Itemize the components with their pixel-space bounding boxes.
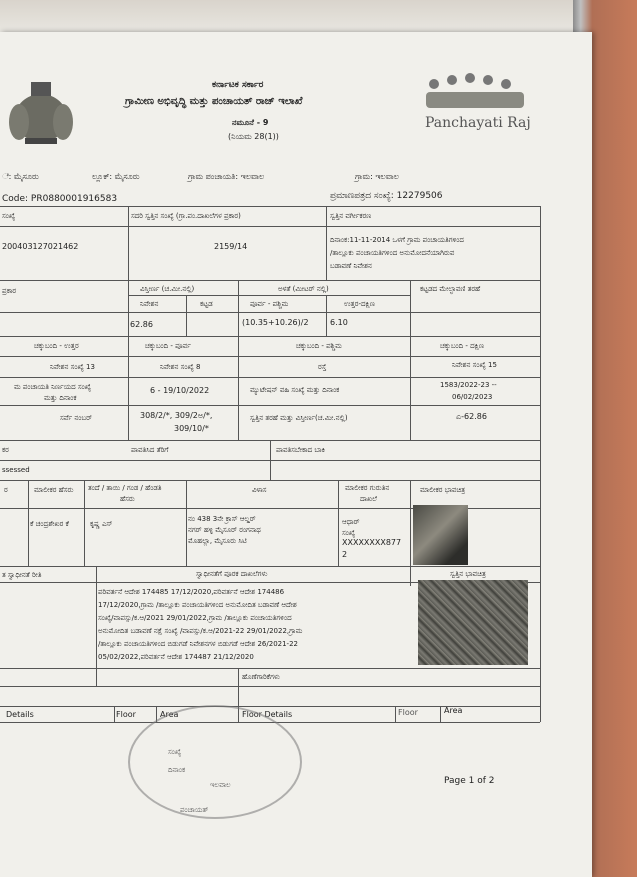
- survey-value-2: 309/10/*: [174, 424, 209, 433]
- official-stamp: [128, 705, 302, 819]
- owner-address-3: ಮೊಹಲ್ಲಾ, ಮೈಸೂರು ಸಿಟಿ: [188, 537, 247, 545]
- form-number: ನಮೂನೆ - 9: [232, 118, 269, 127]
- table-line: [0, 480, 540, 481]
- survey-label: ಸರ್ವೆ ನಂಬರ್: [60, 414, 93, 422]
- owner-id-header: ಮಾಲೀಕರ ಗುರುತಿನ: [345, 484, 390, 492]
- owner-id-4: 2: [342, 550, 348, 559]
- doc-line-1: ಪರಿವರ್ತನೆ ಆದೇಶ 174485 17/12/2020,ಪರಿವರ್ತನೆ ಆದೇಶ 174486: [98, 588, 285, 596]
- table-line: [128, 206, 129, 440]
- owner-address-1: ನಂ 438 3ನೇ ಕ್ರಾಸ್ ಆಲ್ಡರ್: [188, 515, 256, 523]
- boundary-north-value: ನಿವೇಶನ ಸಂಖ್ಯೆ 13: [50, 363, 95, 371]
- table-line: [114, 706, 115, 722]
- boundary-north-label: ಚಕ್ಕುಬಂದಿ - ಉತ್ತರ: [34, 342, 79, 350]
- doc-line-6: 05/02/2022,ಪರಿವರ್ತನೆ ಆದೇಶ 174487 21/12/2020: [98, 653, 254, 661]
- table-line: [0, 377, 540, 378]
- type-label: ಪ್ರಕಾರ: [2, 287, 17, 295]
- owner-id-header-2: ದಾಖಲೆ: [360, 495, 377, 503]
- boundary-south-label: ಚಕ್ಕುಬಂದಿ - ದಕ್ಷಿಣ: [440, 342, 485, 350]
- tax-label: ಕರ: [2, 446, 9, 454]
- table-line: [96, 566, 97, 686]
- owner-name-header: ಮಾಲೀಕರ ಹೆಸರು: [34, 486, 74, 494]
- stamp-date-text: ದಿನಾಂಕ: [168, 766, 186, 774]
- table-line: [0, 405, 540, 406]
- property-photo-label: ಸ್ವತ್ತಿನ ಭಾವಚಿತ್ರ: [450, 570, 486, 578]
- owner-photo: [413, 505, 468, 565]
- stamp-number-text: ಸಂಖ್ಯೆ: [168, 748, 182, 756]
- doc-line-5: /ತಾಲ್ಲೂಕು ಪಂಚಾಯತಿಗಳಿಂದ ಬಿಡುಗಡೆ ನಿವೇಶನಗಳ ಬಿಡುಗಡೆ ಆದೇಶ 26/2021-22: [98, 640, 298, 648]
- table-line: [326, 206, 327, 280]
- roof-type-label: ಕಟ್ಟಡದ ಮೇಲ್ಛಾವಣಿ ತರಹೆ: [420, 285, 481, 293]
- resolution-value: 6 - 19/10/2022: [150, 386, 210, 395]
- details-label: Details: [6, 710, 34, 719]
- table-line: [238, 280, 239, 336]
- table-line: [0, 226, 540, 227]
- table-line: [270, 440, 271, 480]
- mutation-label: ಮ್ಯುಟೇಷನ್ ವಹಿ ಸಂಖ್ಯೆ ಮತ್ತು ದಿನಾಂಕ: [250, 386, 340, 394]
- owner-address-header: ವಿಳಾಸ: [252, 486, 267, 494]
- owner-name: ಕೆ ಚಂದ್ರಶೇಖರ ಕೆ: [30, 520, 69, 528]
- boundary-west-label: ಚಕ್ಕುಬಂದಿ - ಪಶ್ಚಿಮ: [296, 342, 342, 350]
- east-west-value: (10.35+10.26)/2: [242, 318, 309, 327]
- table-line: [238, 336, 239, 440]
- table-line: [395, 706, 396, 722]
- gov-title: ಕರ್ನಾಟಕ ಸರ್ಕಾರ: [212, 80, 264, 90]
- owner-serial-header: ರ: [4, 486, 8, 494]
- panchayati-raj-logo-icon: [420, 72, 530, 114]
- table-line: [410, 480, 411, 586]
- owner-father-name: ಕೃಷ್ಣ ಎಸ್: [90, 520, 113, 528]
- tax-due-label: ಪಾವತಿಸಬೇಕಾದ ಬಾಕಿ: [276, 446, 325, 454]
- gram-panchayat: ಗ್ರಾಮ ಪಂಚಾಯತಿ: ಇಲವಾಲ: [188, 172, 265, 181]
- table-line: [0, 686, 540, 687]
- logo-text: Panchayati Raj: [425, 115, 531, 131]
- east-west-label: ಪೂರ್ವ - ಪಶ್ಚಿಮ: [250, 300, 289, 308]
- table-line: [338, 480, 339, 566]
- table-line: [440, 706, 441, 722]
- area-label-1: Area: [160, 710, 179, 719]
- floor-details-label: Floor Details: [242, 710, 293, 719]
- table-line: [410, 336, 411, 440]
- boundary-east-value: ನಿವೇಶನ ಸಂಖ್ಯೆ 8: [160, 363, 201, 371]
- table-line: [0, 356, 540, 357]
- classification-line1: ದಿನಾಂಕ:11-11-2014 ಒಳಗೆ ಗ್ರಾಮ ಪಂಚಾಯತಿಗಳಿಂದ: [330, 236, 464, 244]
- property-code: Code: PR0880001916583: [2, 194, 118, 204]
- scan-top-edge: [0, 0, 573, 32]
- tax-paid-label: ಪಾವತಿಸಿದ ತೆರಿಗೆ: [131, 446, 169, 454]
- table-line: [0, 336, 540, 337]
- page-number: Page 1 of 2: [444, 776, 495, 786]
- table-line: [186, 295, 187, 336]
- owner-id-1: ಆಧಾರ್: [342, 518, 360, 526]
- boundary-west-value: ರಸ್ತೆ: [318, 363, 327, 371]
- property-area-label: ಸ್ವತ್ತಿನ ತರಹೆ ಮತ್ತು ವಿಸ್ತೀರ್ಣ(ಚ.ಮೀ.ನಲ್ಲಿ): [250, 414, 348, 422]
- mutation-value-1: 1583/2022-23 --: [440, 381, 497, 389]
- owner-id-3: XXXXXXXX877: [342, 538, 402, 547]
- boundary-east-label: ಚಕ್ಕುಬಂದಿ - ಪೂರ್ವ: [145, 342, 191, 350]
- table-line: [28, 480, 29, 566]
- doc-line-4: ಅನುಮೋದಿತ ಬಡಾವಣೆ ನಕ್ಷೆ ಸಂಖ್ಯೆ /ವಾಪಸ್ಸು/ಕ.ಆ/2021-22 29/01/2022,ಗ್ರಾಮ: [98, 627, 303, 635]
- stamp-panchayat-text: ಪಂಚಾಯತ್: [180, 806, 209, 814]
- classification-line3: ಬಡಾವಣೆ ನಿವೇಶನ: [330, 262, 372, 270]
- doc-line-3: ಸಂಖ್ಯೆ/ವಾಪಸ್ಸು/ಕ.ಆ/2021 29/01/2022,ಗ್ರಾಮ /ತಾಲ್ಲೂಕು ಪಂಚಾಯತಿಗಳಿಂದ: [98, 614, 292, 622]
- survey-value-1: 308/2/*, 309/2ಅ/*,: [140, 411, 213, 420]
- table-line: [0, 668, 540, 669]
- certificate-number: ಪ್ರಮಾಣಪತ್ರದ ಸಂಖ್ಯೆ: 12279506: [330, 191, 443, 201]
- district: ೆ: ಮೈಸೂರು: [2, 172, 39, 181]
- floor-label-2: Floor: [398, 708, 418, 717]
- karnataka-emblem-icon: [5, 78, 77, 148]
- doc-line-2: 17/12/2020,ಗ್ರಾಮ /ತಾಲ್ಲೂಕು ಪಂಚಾಯತಿಗಳಿಂದ ಅನುಮೋದಿತ ಬಡಾವಣೆ ಆದೇಶ: [98, 601, 297, 609]
- property-id: 200403127021462: [2, 242, 79, 251]
- mutation-value-2: 06/02/2023: [452, 393, 493, 401]
- owner-relation-header: ತಂದೆ / ತಾಯಿ / ಗಂಡ / ಹೆಂಡತಿ: [88, 484, 162, 492]
- rule-number: (ನಿಯಮ 28(1)): [228, 132, 279, 141]
- table-line: [128, 295, 410, 296]
- north-south-value: 6.10: [330, 318, 348, 327]
- village: ಗ್ರಾಮ: ಇಲವಾಲ: [355, 172, 399, 181]
- owner-address-2: ನಗರ್ ಹಳ್ಳಿ ಮೈಸೂರ್ ರಂಗನಾಥ: [188, 526, 261, 534]
- table-line: [186, 480, 187, 566]
- area-label: ವಿಸ್ತೀರ್ಣ (ಚ.ಮೀ.ನಲ್ಲಿ): [140, 285, 195, 293]
- classification-label: ಸ್ವತ್ತಿನ ವರ್ಗೀಕರಣ: [330, 212, 372, 220]
- gp-property-number-label: ಸದರಿ ಸ್ವತ್ತಿನ ಸಂಖ್ಯೆ (ಗ್ರಾ.ಪಂ.ದಾಖಲೆಗಳ ಪ್ರಕಾರ): [131, 212, 241, 220]
- site-area: 62.86: [130, 320, 153, 329]
- classification-line2: /ತಾಲ್ಲೂಕು ಪಂಚಾಯತಿಗಳಿಂದ ಅನುಮೋದನೆಯಾಗಿರುವ: [330, 249, 455, 257]
- floor-label-1: Floor: [116, 710, 136, 719]
- dimensions-label: ಅಳತೆ (ಮೀಟರ್ ನಲ್ಲಿ): [278, 285, 329, 293]
- table-line: [0, 566, 540, 567]
- owner-id-2: ಸಂಖ್ಯೆ: [342, 529, 356, 537]
- stamp-village-text: ಇಲವಾಲ: [210, 781, 231, 789]
- taluk: ಲ್ಲೂಕ್: ಮೈಸೂರು: [92, 172, 140, 181]
- assessed-label: ssessed: [2, 466, 30, 474]
- building-label: ಕಟ್ಟಡ: [200, 300, 213, 308]
- site-label: ನಿವೇಶನ: [140, 300, 159, 308]
- table-line: [0, 312, 540, 313]
- dept-title: ಗ್ರಾಮೀಣ ಅಭಿವೃದ್ಧಿ ಮತ್ತು ಪಂಚಾಯತ್ ರಾಜ್ ಇಲಾಖೆ: [125, 96, 303, 107]
- table-line: [0, 280, 540, 281]
- owner-relation-header-2: ಹೆಸರು: [120, 495, 135, 503]
- table-line: [84, 480, 85, 566]
- resolution-label: ಮ ಪಂಚಾಯತಿ ನಿರ್ಣಯದ ಸಂಖ್ಯೆ: [14, 383, 92, 391]
- table-line: [540, 206, 541, 722]
- supporting-docs-label: ಸ್ವಾಧೀನತೆಗೆ ಪೂರಕ ದಾಖಲೆಗಳು: [196, 570, 268, 578]
- gp-property-number: 2159/14: [214, 242, 248, 251]
- property-number-label: ಸಂಖ್ಯೆ: [2, 212, 16, 220]
- acquisition-label: ತ ಸ್ವಾಧೀನತೆ ರೀತಿ: [2, 571, 42, 579]
- owner-photo-header: ಮಾಲೀಕರ ಭಾವಚಿತ್ರ: [420, 486, 466, 494]
- table-line: [326, 295, 327, 336]
- liabilities-label: ಹೊಣೆಗಾರಿಕೆಗಳು: [242, 673, 280, 681]
- north-south-label: ಉತ್ತರ-ದಕ್ಷಿಣ: [344, 300, 375, 308]
- property-photo: [418, 580, 528, 665]
- table-line: [0, 206, 540, 207]
- area-label-2: Area: [444, 706, 463, 715]
- boundary-south-value: ನಿವೇಶನ ಸಂಖ್ಯೆ 15: [452, 361, 497, 369]
- property-area-value: ಎ-62.86: [456, 412, 487, 421]
- table-line: [410, 280, 411, 336]
- resolution-label-2: ಮತ್ತು ದಿನಾಂಕ: [44, 394, 77, 402]
